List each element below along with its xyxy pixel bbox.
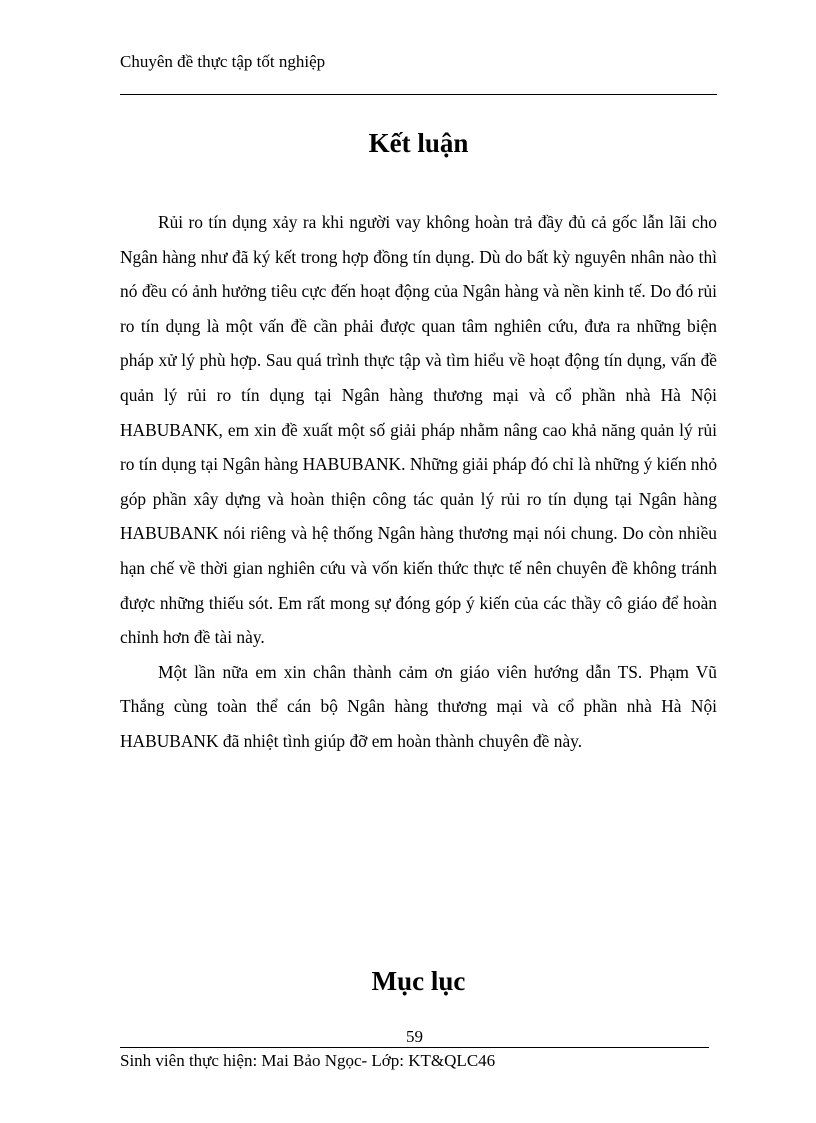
header-rule bbox=[120, 94, 717, 95]
conclusion-title: Kết luận bbox=[368, 128, 469, 158]
page-footer: Sinh viên thực hiện: Mai Bảo Ngọc- Lớp: KT&QLC46 bbox=[120, 1051, 496, 1070]
conclusion-paragraph-2: Một lần nữa em xin chân thành cảm ơn giáo viên hướng dẫn TS. Phạm Vũ Thắng cùng toàn thể cán bộ Ngân hàng thương mại và cổ phần nhà Hà Nội HABUBANK đã nhiệt tình giúp đỡ em hoàn thành chuyên đề này. bbox=[120, 661, 717, 751]
conclusion-body bbox=[120, 205, 717, 759]
footer-rule bbox=[120, 1047, 709, 1048]
conclusion-paragraph-1: Rủi ro tín dụng xảy ra khi người vay không hoàn trả đầy đủ cả gốc lẫn lãi cho Ngân hàng như đã ký kết trong hợp đồng tín dụng. Dù do bất kỳ nguyên nhân nào thì nó đều có ảnh hưởng tiêu cực đến hoạt động của Ngân hàng và nền kinh tế. Do đó rủi ro tín dụng là một vấn đề cần phải được quan tâm nghiên cứu, đưa ra những biện pháp xử lý phù hợp. Sau quá trình thực tập và tìm hiểu về hoạt động tín dụng, vấn đề quản lý rủi ro tín dụng tại Ngân hàng thương mại và cổ phần nhà Hà Nội HABUBANK, em xin đề xuất một số giải pháp nhằm nâng cao khả năng quản lý rủi ro tín dụng tại Ngân hàng HABUBANK. Những giải pháp đó chỉ là những ý kiến nhỏ góp phần xây dựng và hoàn thiện công tác quản lý rủi ro tín dụng tại Ngân hàng HABUBANK nói riêng và hệ thống Ngân hàng thương mại nói chung. Do còn nhiều hạn chế về thời gian nghiên cứu và vốn kiến thức thực tế nên chuyên đề không tránh được những thiếu sót. Em rất mong sự đóng góp ý kiến của các thầy cô giáo để hoàn chỉnh hơn đề tài này. bbox=[120, 212, 718, 648]
toc-title: Mục lục bbox=[371, 966, 466, 996]
page-header: Chuyên đề thực tập tốt nghiệp bbox=[120, 52, 326, 71]
page-number: 59 bbox=[406, 1027, 423, 1046]
